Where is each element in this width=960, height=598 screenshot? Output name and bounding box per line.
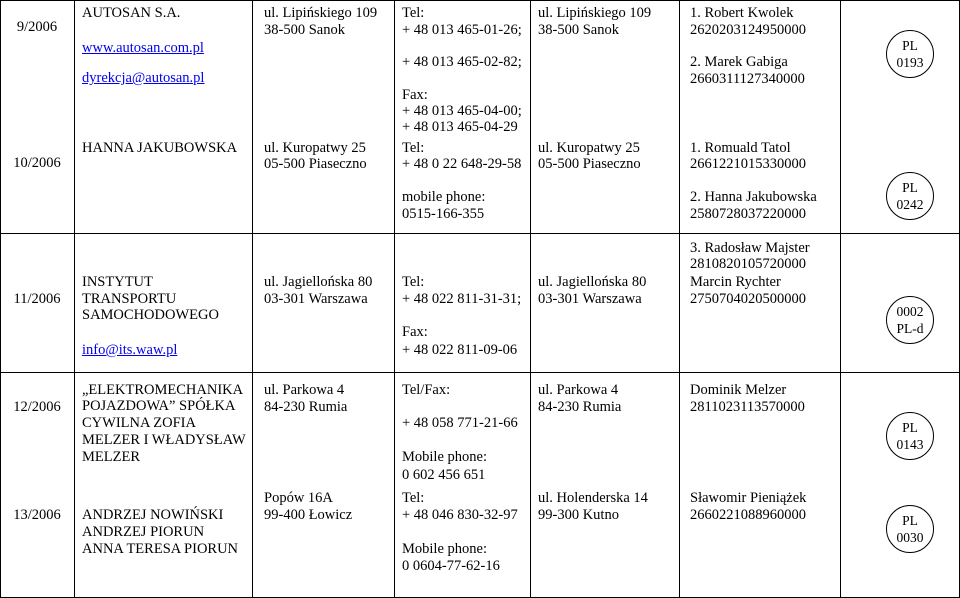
- contact-line: + 48 013 465-02-82;: [402, 54, 522, 70]
- contact-line: + 48 058 771-21-66: [402, 415, 518, 431]
- address-line: ul. Kuropatwy 25: [264, 140, 366, 156]
- company-name: „ELEKTROMECHANIKA: [82, 382, 244, 398]
- person-line: 2. Marek Gabiga: [690, 54, 788, 70]
- contact-line: + 48 0 22 648-29-58: [402, 156, 522, 172]
- address-line: ul. Jagiellońska 80: [264, 274, 373, 290]
- company-name: INSTYTUT: [82, 274, 153, 290]
- address-line: Popów 16A: [264, 490, 333, 506]
- site-line: ul. Lipińskiego 109: [538, 5, 652, 21]
- stamp-line: PL-d: [896, 321, 924, 336]
- approval-stamp: [886, 296, 934, 344]
- person-line: 2660311127340000: [690, 71, 805, 87]
- contact-line: Tel:: [402, 274, 425, 290]
- contact-line: + 48 022 811-09-06: [402, 342, 518, 358]
- company-name: ANDRZEJ NOWIŃSKI: [82, 507, 224, 523]
- address-line: ul. Parkowa 4: [264, 382, 345, 398]
- person-line: 1. Romuald Tatol: [690, 140, 791, 156]
- person-line: 2750704020500000: [690, 291, 806, 307]
- email-link[interactable]: dyrekcja@autosan.pl: [82, 70, 205, 86]
- approval-stamp: [886, 412, 934, 460]
- website-link[interactable]: www.autosan.com.pl: [82, 40, 204, 56]
- person-line: Sławomir Pieniążek: [690, 490, 807, 506]
- stamp-line: PL: [902, 513, 918, 528]
- site-line: ul. Holenderska 14: [538, 490, 648, 506]
- contact-line: Tel:: [402, 140, 425, 156]
- contact-line: + 48 013 465-04-00;: [402, 103, 522, 119]
- site-line: 03-301 Warszawa: [538, 291, 642, 307]
- person-line: Marcin Rychter: [690, 274, 781, 290]
- person-line: 1. Robert Kwolek: [690, 5, 794, 21]
- contact-line: 0 602 456 651: [402, 467, 486, 483]
- entry-number: 10/2006: [13, 155, 61, 171]
- stamp-line: 0030: [896, 530, 924, 545]
- stamp-line: 0002: [896, 304, 924, 319]
- company-name: CYWILNA ZOFIA: [82, 415, 196, 431]
- person-line: 2811023113570000: [690, 399, 805, 415]
- entry-number: 11/2006: [13, 291, 61, 307]
- contact-line: Fax:: [402, 87, 428, 103]
- stamp-line: 0242: [896, 197, 924, 212]
- contact-line: Mobile phone:: [402, 541, 487, 557]
- contact-line: Fax:: [402, 324, 428, 340]
- company-name: SAMOCHODOWEGO: [82, 307, 219, 323]
- company-name: MELZER: [82, 449, 140, 465]
- email-link[interactable]: info@its.waw.pl: [82, 342, 178, 358]
- site-line: 99-300 Kutno: [538, 507, 619, 523]
- entry-number: 12/2006: [13, 399, 61, 415]
- contact-line: + 48 013 465-01-26;: [402, 22, 522, 38]
- person-line: 3. Radosław Majster: [690, 240, 810, 256]
- company-name: ANDRZEJ PIORUN: [82, 524, 205, 540]
- approval-stamp: [886, 30, 934, 78]
- person-line: Dominik Melzer: [690, 382, 787, 398]
- company-name: POJAZDOWA” SPÓŁKA: [82, 398, 236, 414]
- contact-line: mobile phone:: [402, 189, 486, 205]
- person-line: 2661221015330000: [690, 156, 806, 172]
- company-name: ANNA TERESA PIORUN: [82, 541, 239, 557]
- stamp-line: PL: [902, 180, 918, 195]
- stamp-line: PL: [902, 420, 918, 435]
- person-line: 2620203124950000: [690, 22, 806, 38]
- contact-line: Tel/Fax:: [402, 382, 451, 398]
- person-line: 2660221088960000: [690, 507, 806, 523]
- person-line: 2580728037220000: [690, 206, 806, 222]
- stamp-line: 0143: [896, 437, 924, 452]
- person-line: 2. Hanna Jakubowska: [690, 189, 817, 205]
- contact-line: 0 0604-77-62-16: [402, 558, 500, 574]
- contact-line: Mobile phone:: [402, 449, 487, 465]
- company-name: TRANSPORTU: [82, 291, 177, 307]
- contact-line: Tel:: [402, 490, 425, 506]
- entry-number: 9/2006: [16, 19, 58, 35]
- entry-number: 13/2006: [13, 507, 61, 523]
- address-line: 03-301 Warszawa: [264, 291, 368, 307]
- address-line: 99-400 Łowicz: [264, 507, 353, 523]
- address-line: ul. Lipińskiego 109: [264, 5, 378, 21]
- site-line: ul. Kuropatwy 25: [538, 140, 640, 156]
- company-name: HANNA JAKUBOWSKA: [82, 140, 238, 156]
- approval-stamp: [886, 172, 934, 220]
- company-name: AUTOSAN S.A.: [82, 5, 181, 21]
- address-line: 38-500 Sanok: [264, 22, 345, 38]
- stamp-line: PL: [902, 38, 918, 53]
- contact-line: 0515-166-355: [402, 206, 485, 222]
- site-line: ul. Jagiellońska 80: [538, 274, 647, 290]
- site-line: 05-500 Piaseczno: [538, 156, 641, 172]
- site-line: 84-230 Rumia: [538, 399, 622, 415]
- address-line: 05-500 Piaseczno: [264, 156, 367, 172]
- address-line: 84-230 Rumia: [264, 399, 348, 415]
- site-line: 38-500 Sanok: [538, 22, 619, 38]
- contact-line: + 48 022 811-31-31;: [402, 291, 522, 307]
- contact-line: + 48 013 465-04-29: [402, 119, 518, 135]
- person-line: 2810820105720000: [690, 256, 806, 272]
- company-name: MELZER I WŁADYSŁAW: [82, 432, 246, 448]
- contact-line: Tel:: [402, 5, 425, 21]
- contact-line: + 48 046 830-32-97: [402, 507, 518, 523]
- stamp-line: 0193: [896, 55, 924, 70]
- site-line: ul. Parkowa 4: [538, 382, 619, 398]
- approval-stamp: [886, 505, 934, 553]
